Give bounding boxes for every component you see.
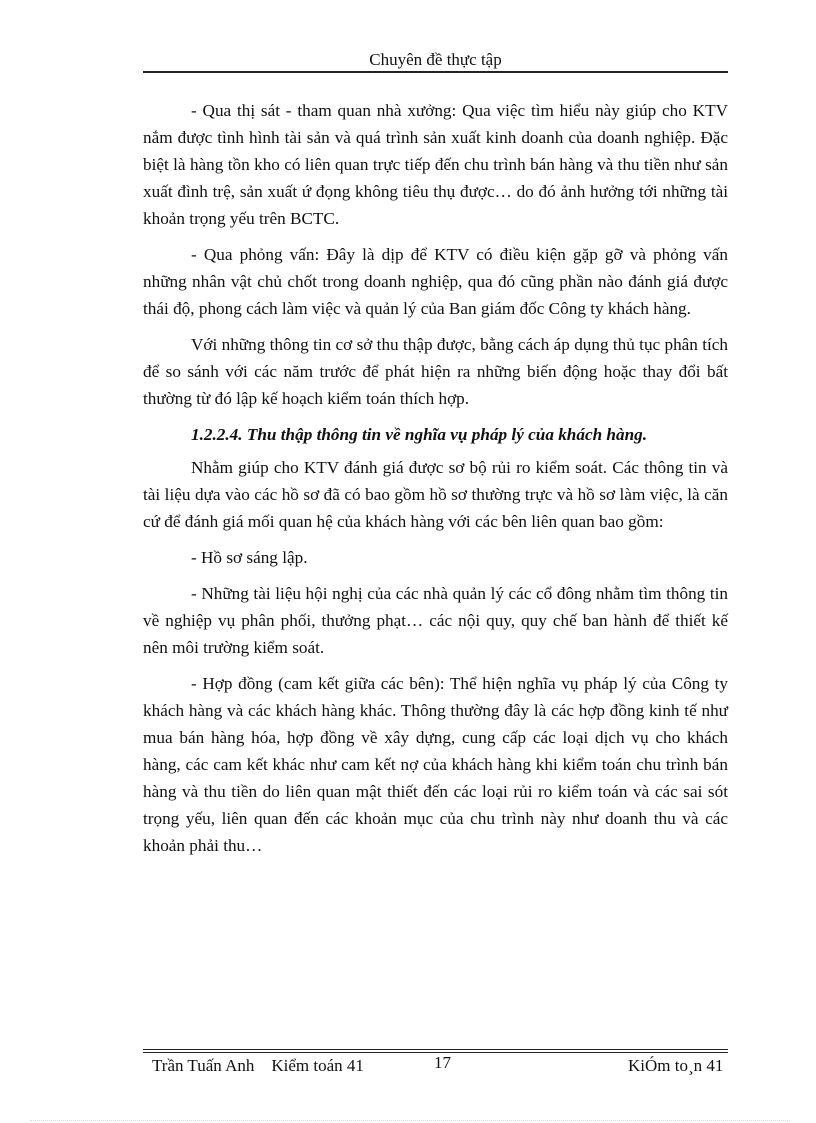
paragraph-meeting-docs: - Những tài liệu hội nghị của các nhà quản lý các cổ đông nhằm tìm thông tin về nghiệp vụ phân phối, thưởng phạt… các nội quy, quy chế ban hành để thiết kế nên môi trường kiểm soát. xyxy=(143,584,728,657)
body-text xyxy=(143,97,728,868)
paragraph-interview: - Qua phỏng vấn: Đây là dịp để KTV có điều kiện gặp gỡ và phỏng vấn những nhân vật chủ chốt trong doanh nghiệp, qua đó cũng phần nào đánh giá được thái độ, phong cách làm việc và quản lý của Ban giám đốc Công ty khách hàng. xyxy=(143,245,728,318)
footer-right-text: KiÓm to¸n 41 xyxy=(628,1056,724,1075)
page-number: 17 xyxy=(434,1053,451,1072)
footer-rule xyxy=(143,1049,728,1050)
page-header-title: Chuyên đề thực tập xyxy=(369,50,502,69)
paragraph-site-visit: - Qua thị sát - tham quan nhà xưởng: Qua việc tìm hiểu này giúp cho KTV nắm được tình hình tài sản và quá trình sản xuất kinh doanh của doanh nghiệp. Đặc biệt là hàng tồn kho có liên quan trực tiếp đến chu trình bán hàng và thu tiền như sản xuất đình trệ, sản xuất ứ đọng không tiêu thụ được… do đó ảnh hưởng tới những tài khoản trọng yếu trên BCTC. xyxy=(143,101,728,228)
footer-author: Trần Tuấn Anh Kiểm toán 41 xyxy=(152,1056,364,1075)
section-heading: 1.2.2.4. Thu thập thông tin về nghĩa vụ pháp lý của khách hàng. xyxy=(191,425,648,444)
paragraph-intro: Nhằm giúp cho KTV đánh giá được sơ bộ rủi ro kiểm soát. Các thông tin và tài liệu dựa vào các hồ sơ đã có bao gồm hồ sơ thường trực và hồ sơ làm việc, là căn cứ để đánh giá mối quan hệ của khách hàng với các bên liên quan bao gồm: xyxy=(143,458,728,531)
paragraph-founding-docs: - Hồ sơ sáng lập. xyxy=(191,548,308,567)
paragraph-analysis: Với những thông tin cơ sở thu thập được, bằng cách áp dụng thủ tục phân tích để so sánh với các năm trước để phát hiện ra những biến động hoặc thay đổi bất thường từ đó lập kế hoạch kiểm toán thích hợp. xyxy=(143,335,728,408)
paragraph-contracts: - Hợp đồng (cam kết giữa các bên): Thể hiện nghĩa vụ pháp lý của Công ty khách hàng và các khách hàng khác. Thông thường đây là các hợp đồng kinh tế như mua bán hàng hóa, hợp đồng về xây dựng, cung cấp các loại dịch vụ cho khách hàng, các cam kết khác như cam kết nợ của khách hàng khi kiểm toán chu trình bán hàng và thu tiền do liên quan mật thiết đến các loại rủi ro kiểm toán và các sai sót trọng yếu, liên quan đến các khoản mục của chu trình này như doanh thu và các khoản phải thu… xyxy=(143,674,728,855)
bottom-dotted-border xyxy=(30,1120,790,1121)
header-rule xyxy=(143,71,728,73)
